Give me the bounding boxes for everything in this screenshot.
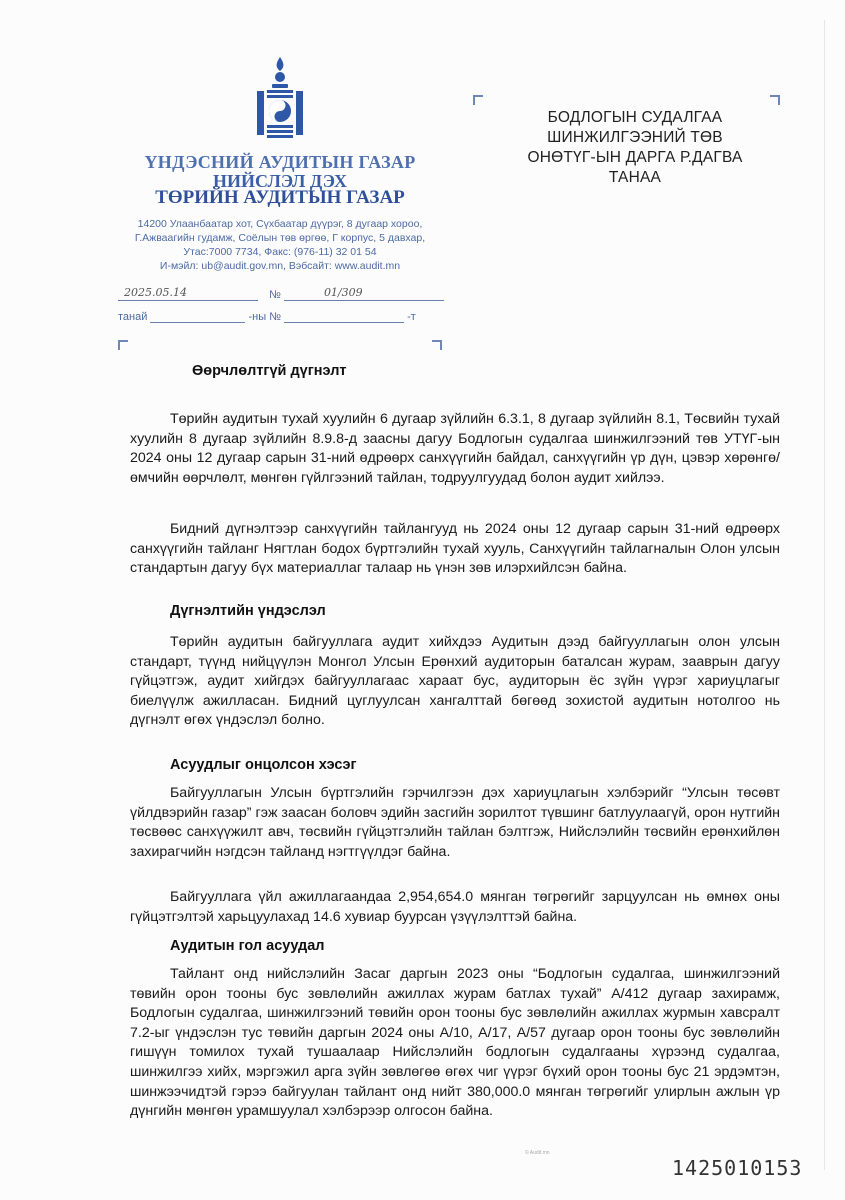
handwritten-number: 01/309: [323, 286, 363, 299]
serial-number: 1425010153: [672, 1156, 803, 1180]
document-title: Өөрчлөлтгүй дүгнэлт: [192, 363, 347, 379]
paragraph-key-matters: [130, 965, 780, 1122]
handwritten-date: 2025.05.14: [124, 286, 187, 299]
paragraph-scope-text: Төрийн аудитын тухай хуулийн 6 дугаар зүйлийн 6.3.1, 8 дугаар зүйлийн 8.1, Төсвийн тухай хуулийн 8 дугаар зүйлийн 8.9.8-д заасны дагуу Бодлогын судалгаа шинжилгээний төв УТҮГ-ын 2024 оны 12 дугаар сарын 31-ний өдрөөрх санхүүгийн байдал, санхүүгийн үр дүн, цэвэр хөрөнгө/өмчийн өөрчлөлт, мөнгөн гүйлгээний тайлан, тодруулгуудад болон аудит хийлээ.: [130, 411, 780, 486]
date-field: [118, 286, 258, 301]
org-name-line1: ҮНДЭСНИЙ АУДИТЫН ГАЗАР: [144, 152, 416, 172]
reply-prefix: танай: [118, 311, 148, 323]
paragraph-expenditure-text: Байгууллага үйл ажиллагаандаа 2,954,654.0 мянган төгрөгийг зарцуулсан нь өмнөх оны гүйцэтгэлтэй харьцуулахад 14.6 хувиар буурсан үзүүлэлттэй байна.: [130, 889, 780, 925]
org-name-line3: ТӨРИЙН АУДИТЫН ГАЗАР: [155, 187, 405, 208]
footer-fine-print: © Audit.mn: [525, 1150, 550, 1156]
address-line1: 14200 Улаанбаатар хот, Сүхбаатар дүүрэг, 8 дугаар хороо,: [137, 218, 423, 230]
address-line4: И-мэйл: ub@audit.gov.mn, Вэбсайт: www.audit.mn: [159, 260, 401, 272]
paragraph-key-matters-text: Тайлант онд нийслэлийн Засаг даргын 2023 оны “Бодлогын судалгаа, шинжилгээний төвийн орон тооны бус зөвлөлийн ажиллах журам батлах тухай” А/412 дугаар захирамж, Бодлогын судалгаа, шинжилгээний төвийн орон тооны бус зөвлөлийн ажиллах журмын хавсралт 7.2-ыг үндэслэн тус төвийн даргын 2024 оны А/10, А/17, А/57 дугаар орон тооны бус зөвлөлийн гишүүн томилох тухай тушаалаар Нийслэлийн бодлогын судалгааны хүрээнд судалгаа, шинжилгээ хийх, мэргэжил арга зүйн зөвлөгөө өгөх чиг үүрэг бүхий орон тооны бус 21 эрдэмтэн, шинжээчидтэй гэрээ байгуулан тайлант онд нийт 380,000.0 мянган төгрөгийг улирлын ажлын үр дүнгийн мөнгөн урамшуулал хэлбэрээр олгосон байна.: [130, 966, 780, 1120]
paragraph-scope: [130, 410, 780, 488]
heading-basis: Дүгнэлтийн үндэслэл: [170, 603, 326, 619]
paragraph-opinion: [130, 520, 780, 579]
addressee-line1: БОДЛОГЫН СУДАЛГАА: [547, 109, 723, 126]
number-label: №: [269, 289, 281, 301]
reply-mid: -ны №: [248, 311, 282, 323]
soyombo-emblem-icon: [245, 55, 315, 145]
addressee-line2: ШИНЖИЛГЭЭНИЙ ТӨВ: [547, 129, 723, 146]
paragraph-emphasis-text: Байгууллагын Улсын бүртгэлийн гэрчилгээн дэх хариуцлагын хэлбэрийг “Улсын төсөвт үйлдвэрийн газар” гэж заасан боловч эдийн засгийн зорилтот түвшинг батлуулаагүй, орон нутгийн төсвөөс санхүүжилт авч, төсвийн гүйцэтгэлийн тайлан бэлтгэж, Нийслэлийн төсвийн ерөнхийлөн захирагчийн нэгдсэн тайланд нэгтгүүлдэг байна.: [130, 785, 780, 860]
address-line3: Утас:7000 7734, Факс: (976-11) 32 01 54: [183, 246, 377, 258]
reference-date-row: [118, 286, 444, 301]
field-corner-mark: [432, 340, 442, 350]
org-name-line2: НИЙСЛЭЛ ДЭХ: [212, 171, 348, 191]
reply-number-field: [284, 308, 404, 323]
page-edge: [824, 20, 825, 1170]
addressee-line4: ТАНАА: [608, 169, 662, 186]
heading-emphasis: Асуудлыг онцолсон хэсэг: [170, 757, 357, 773]
paragraph-expenditure: [130, 888, 780, 927]
address-line2: Г.Ажваагийн гудамж, Соёлын төв өргөө, Г корпус, 5 давхар,: [134, 232, 426, 244]
paragraph-emphasis: [130, 784, 780, 862]
paragraph-basis-text: Төрийн аудитын байгууллага аудит хийхдээ Аудитын дээд байгууллагын олон улсын стандарт, түүнд нийцүүлэн Монгол Улсын Ерөнхий аудиторын баталсан журам, зааврын дагуу гүйцэтгэж, аудит хийгдэх байгууллагаас хараат бус, аудиторын ёс зүйн үүрэг хариуцлагыг биелүүлж ажилласан. Бидний цуглуулсан хангалттай бөгөөд зохистой аудитын нотолгоо нь дүгнэлт өгөх үндэслэл болно.: [130, 634, 780, 729]
reply-suffix: -т: [407, 311, 416, 323]
reply-date-field: [150, 308, 245, 323]
field-corner-mark: [473, 95, 483, 105]
heading-key-matters: Аудитын гол асуудал: [170, 938, 325, 954]
paragraph-basis: [130, 633, 780, 731]
field-corner-mark: [118, 340, 128, 350]
addressee-line3: ОНӨТҮГ-ЫН ДАРГА Р.ДАГВА: [527, 149, 743, 166]
field-corner-mark: [770, 95, 780, 105]
number-field: [284, 286, 444, 301]
addressee-block: [490, 108, 780, 188]
reference-reply-row: [118, 308, 416, 323]
paragraph-opinion-text: Бидний дүгнэлтээр санхүүгийн тайлангууд нь 2024 оны 12 дугаар сарын 31-ний өдрөөрх санхүүгийн тайланг Нягтлан бодох бүртгэлийн тухай хууль, Санхүүгийн тайлагналын Олон улсын стандартын дагуу бүх материаллаг талаар нь үнэн зөв илэрхийлсэн байна.: [130, 521, 780, 577]
